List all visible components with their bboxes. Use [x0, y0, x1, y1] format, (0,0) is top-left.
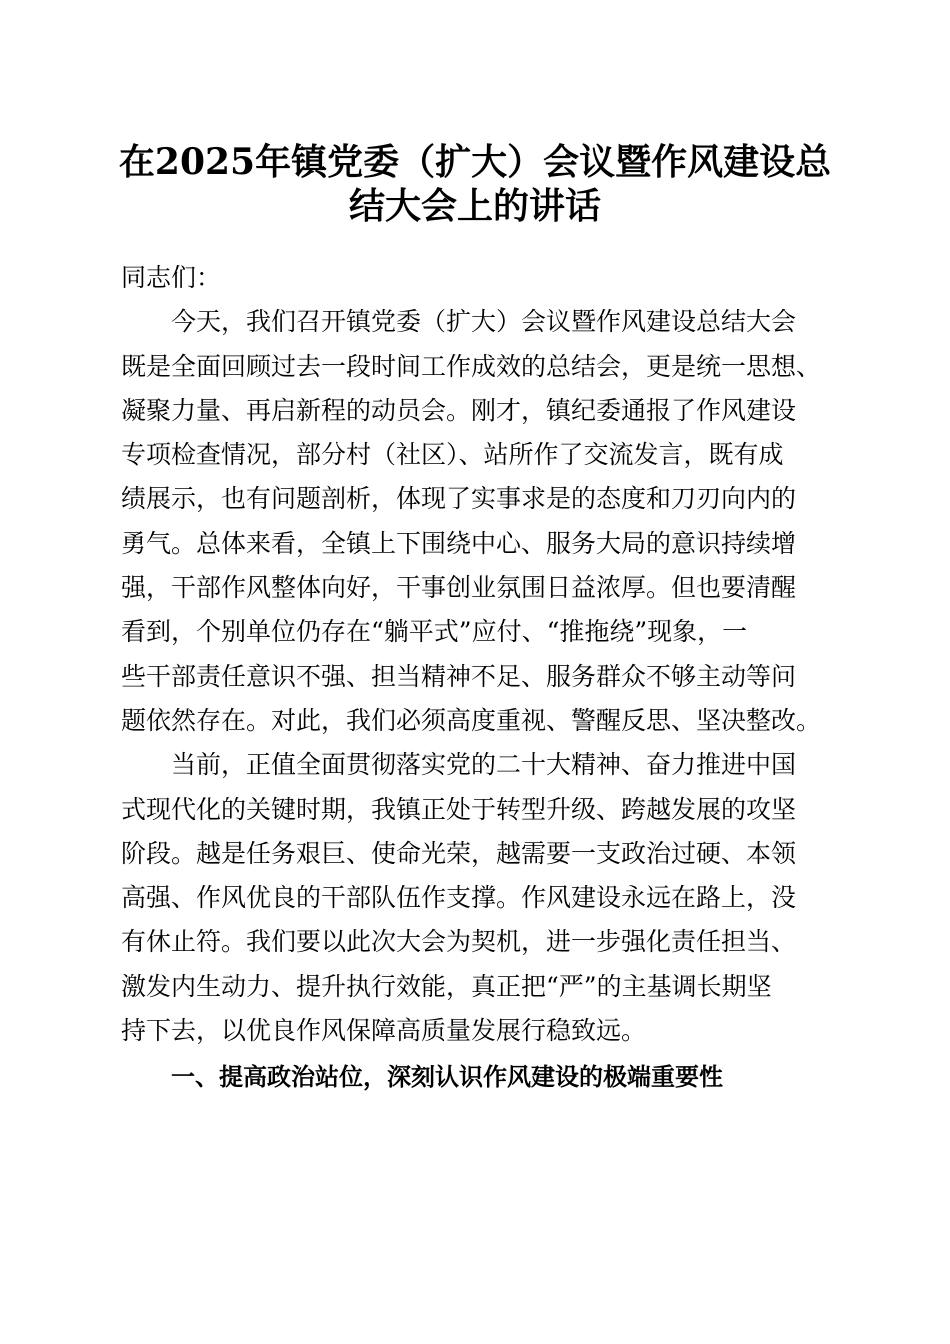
title-line-1: 在2025年镇党委（扩大）会议暨作风建设总 [118, 141, 832, 183]
document-title [100, 138, 850, 227]
paragraph-line: 既是全面回顾过去一段时间工作成效的总结会，更是统一思想、 [121, 351, 822, 381]
paragraph-line: 绩展示，也有问题剖析，体现了实事求是的态度和刀刃向内的 [121, 484, 797, 514]
paragraph-line: 阶段。越是任务艰巨、使命光荣，越需要一支政治过硬、本领 [121, 838, 797, 868]
document-body [121, 256, 821, 1100]
paragraph-line: 些干部责任意识不强、担当精神不足、服务群众不够主动等问 [121, 661, 797, 691]
paragraph-line: 看到，个别单位仍存在“躺平式”应付、“推拖绕”现象，一 [121, 617, 748, 647]
section-heading: 一、提高政治站位，深刻认识作风建设的极端重要性 [171, 1063, 723, 1092]
paragraph-1 [121, 300, 821, 743]
paragraph-line: 强，干部作风整体向好，干事创业氛围日益浓厚。但也要清醒 [121, 573, 797, 603]
paragraph-line: 持下去，以优良作风保障高质量发展行稳致远。 [121, 1016, 647, 1046]
paragraph-line: 凝聚力量、再启新程的动员会。刚才，镇纪委通报了作风建设 [121, 395, 797, 425]
paragraph-line: 专项检查情况，部分村（社区）、站所作了交流发言，既有成 [121, 440, 784, 470]
paragraph-line: 高强、作风优良的干部队伍作支撑。作风建设永远在路上，没 [121, 883, 797, 913]
paragraph-line: 今天，我们召开镇党委（扩大）会议暨作风建设总结大会 [171, 307, 797, 337]
paragraph-line: 勇气。总体来看，全镇上下围绕中心、服务大局的意识持续增 [121, 528, 797, 558]
paragraph-line: 题依然存在。对此，我们必须高度重视、警醒反思、坚决整改。 [121, 705, 822, 735]
title-line-2: 结大会上的讲话 [348, 185, 601, 228]
salutation: 同志们： [121, 263, 222, 292]
paragraph-line: 当前，正值全面贯彻落实党的二十大精神、奋力推进中国 [171, 750, 797, 780]
paragraph-line: 有休止符。我们要以此次大会为契机，进一步强化责任担当、 [121, 927, 797, 957]
paragraph-line: 激发内生动力、提升执行效能，真正把“严”的主基调长期坚 [121, 971, 772, 1001]
paragraph-line: 式现代化的关键时期，我镇正处于转型升级、跨越发展的攻坚 [121, 794, 797, 824]
paragraph-2 [121, 743, 821, 1053]
